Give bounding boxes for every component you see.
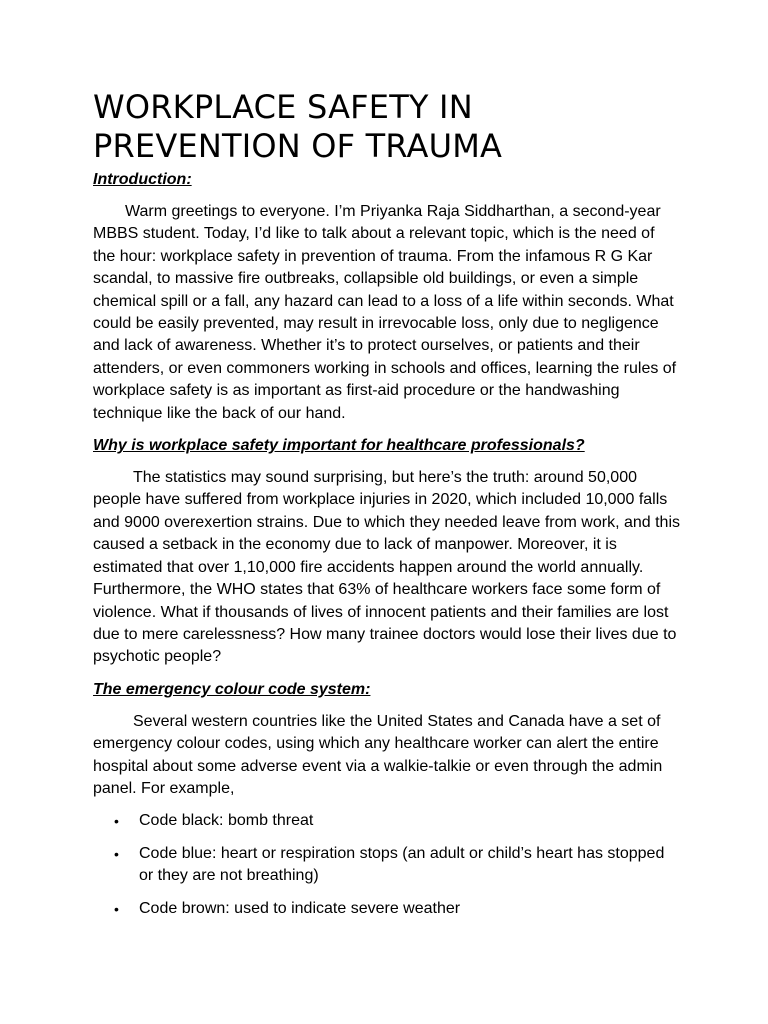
- section-heading-introduction: Introduction:: [93, 171, 192, 188]
- section-heading-colour-codes: The emergency colour code system:: [93, 680, 371, 698]
- bullet-icon: •: [114, 845, 119, 862]
- list-item: [93, 843, 681, 888]
- document-title: [93, 88, 681, 166]
- colour-codes-paragraph: Several western countries like the United States and Canada have a set of emergency colour codes, using which any healthcare worker can alert the entire hospital about some adverse event via a walkie-talkie or even through the admin panel. For example,: [93, 712, 663, 797]
- colour-code-list: [93, 810, 681, 920]
- bullet-icon: •: [114, 900, 119, 917]
- list-item: [93, 810, 681, 832]
- importance-paragraph: The statistics may sound surprising, but here’s the truth: around 50,000 people have suffered from workplace injuries in 2020, which included 10,000 falls and 9000 overexertion strains. Due to which they needed leave from work, and this caused a setback in the economy due to lack of manpower. Moreover, it is estimated that over 1,10,000 fire accidents happen around the world annually. Furthermore, the WHO states that 63% of healthcare workers face some form of violence. What if thousands of lives of innocent patients and their families are lost due to mere carelessness? How many trainee doctors would lose their lives due to psychotic people?: [93, 469, 680, 666]
- list-item-text: Code blue: heart or respiration stops (an adult or child’s heart has stopped or they are not breathing): [139, 844, 665, 885]
- section-heading-importance: Why is workplace safety important for healthcare professionals?: [93, 437, 585, 455]
- title-line-1: WORKPLACE SAFETY IN: [93, 88, 473, 126]
- document-page: [93, 88, 681, 930]
- bullet-icon: •: [114, 813, 119, 830]
- introduction-paragraph: Warm greetings to everyone. I’m Priyanka Raja Siddharthan, a second-year MBBS student. Today, I’d like to talk about a relevant topic, which is the need of the hour: workplace safety in prevention of trauma. From the infamous R G Kar scandal, to massive fire outbreaks, collapsible old buildings, or even a simple chemical spill or a fall, any hazard can lead to a loss of a life within seconds. What could be easily prevented, may result in irrevocable loss, only due to negligence and lack of awareness. Whether it’s to protect ourselves, or patients and their attenders, or even commoners working in schools and offices, learning the rules of workplace safety is as important as first-aid procedure or the handwashing technique like the back of our hand.: [93, 203, 677, 422]
- title-line-2: PREVENTION OF TRAUMA: [93, 127, 503, 165]
- list-item-text: Code black: bomb threat: [139, 812, 314, 830]
- list-item: [93, 898, 681, 920]
- list-item-text: Code brown: used to indicate severe weather: [139, 899, 461, 917]
